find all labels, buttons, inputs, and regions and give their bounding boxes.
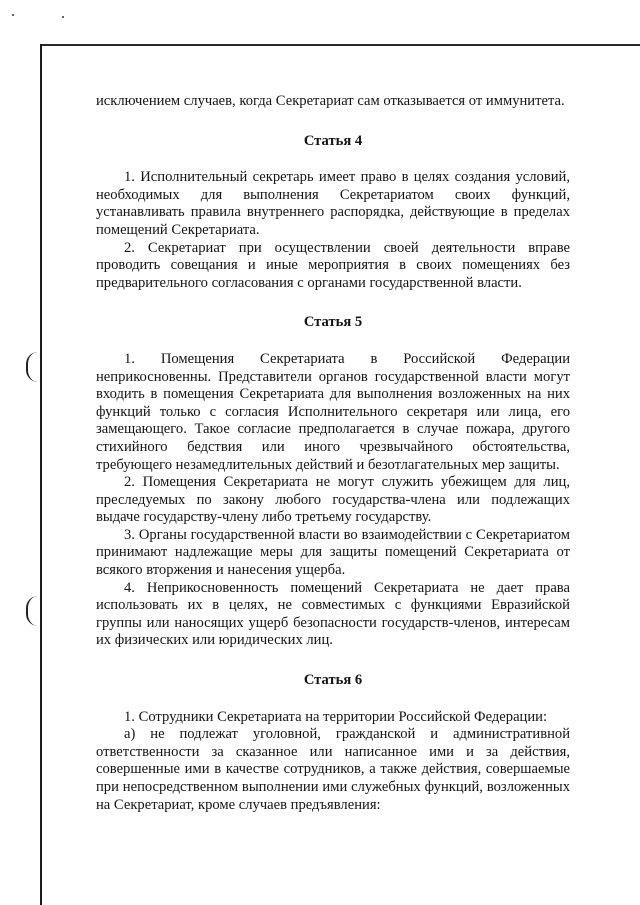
scan-border-top [40,44,640,46]
article-5-paragraph-4: 4. Неприкосновенность помещений Секретариата не дает права использовать их в целях, не совместимых с функциями Евразийской группы или наносящих ущерб безопасности государств-членов, интересам их физических или юридических лиц. [96,579,570,649]
article-5-paragraph-3: 3. Органы государственной власти во взаимодействии с Секретариатом принимают надлежащие меры для защиты помещений Секретариата от всякого вторжения и нанесения ущерба. [96,526,570,579]
article-6-paragraph-1: 1. Сотрудники Секретариата на территории Российской Федерации: [124,708,548,725]
article-5-paragraph-1: 1. Помещения Секретариата в Российской Федерации неприкосновенны. Представители органов государственной власти могут входить в помещения Секретариата для выполнения возложенных на них функций только с согласия Исполнительного секретаря или лица, его замещающего. Такое согласие предполагается в случае пожара, другого стихийного бедствия или иного чрезвычайного обстоятельства, требующего незамедлительных действий и безотлагательных мер защиты. [96,350,570,473]
article-6-paragraph-2: а) не подлежат уголовной, гражданской и административной ответственности за сказанное или написанное ими и за действия, совершенные ими в качестве сотрудников, а также действия, совершаемые при непосредственном выполнении ими служебных функций, возложенных на Секретариат, кроме случаев предъявления: [96,726,570,813]
punch-hole-mark [26,352,44,382]
article-4-paragraph-2: 2. Секретариат при осуществлении своей деятельности вправе проводить совещания и иные мероприятия в своих помещениях без предварительного согласования с органами государственной власти. [96,239,570,291]
document-page [96,93,570,814]
scan-speck [12,14,14,16]
article-5-heading: Статья 5 [303,314,363,331]
scan-speck [62,16,64,18]
article-5-paragraph-2: 2. Помещения Секретариата не могут служить убежищем для лиц, преследуемых по закону любого государства-члена или подлежащих выдаче государству-члену либо третьему государству. [96,474,570,526]
article-4-paragraph-1: 1. Исполнительный секретарь имеет право в целях создания условий, необходимых для выполнения Секретариатом своих функций, устанавливать правила внутреннего распорядка, действующие в пределах помещений Секретариата. [96,169,570,238]
punch-hole-mark [26,596,44,626]
article-4-heading: Статья 4 [303,132,363,149]
scan-border-left [40,44,42,905]
article-6-heading: Статья 6 [303,672,363,689]
intro-paragraph: исключением случаев, когда Секретариат сам отказывается от иммунитета. [96,93,565,109]
